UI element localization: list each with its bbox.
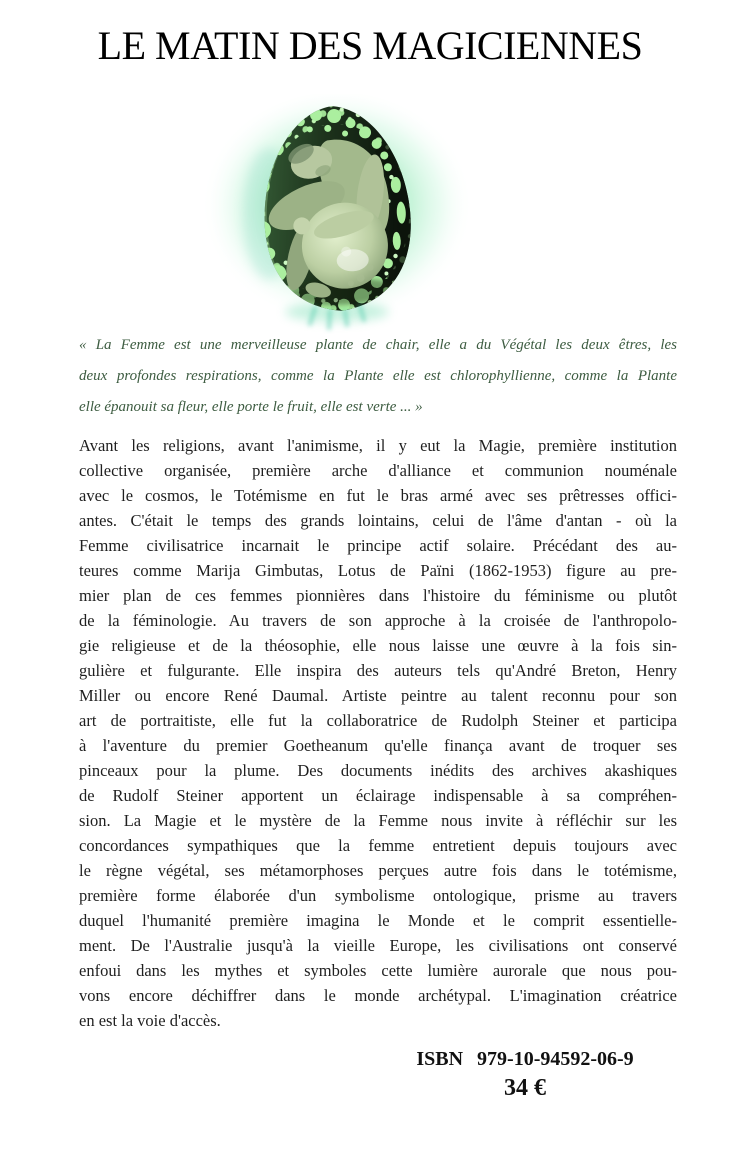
body-text-line: ment. De l'Australie jusqu'à la vieille Europe, les civilisations ont conservé bbox=[79, 936, 677, 955]
body-text-line: de la féminologie. Au travers de son approche à la croisée de l'anthropolo- bbox=[79, 611, 677, 630]
body-text-line: gie religieuse et de la théosophie, elle nous laisse une œuvre à la fois sin- bbox=[79, 636, 677, 655]
egg-illustration-area bbox=[0, 66, 740, 322]
isbn-label: ISBN bbox=[416, 1048, 464, 1070]
body-text-line: de Rudolf Steiner apportent un éclairage indispensable à sa compréhen- bbox=[79, 786, 677, 805]
body-text-line: en est la voie d'accès. bbox=[79, 1011, 221, 1030]
isbn-number: 979-10-94592-06-9 bbox=[477, 1048, 634, 1070]
body-text-line: teures comme Marija Gimbutas, Lotus de Païni (1862-1953) figure au pre- bbox=[79, 561, 677, 580]
body-text-line: enfoui dans les mythes et symboles cette lumière aurorale que nous pou- bbox=[79, 961, 677, 980]
book-back-cover bbox=[0, 23, 740, 1160]
body-text-line: duquel l'humanité première imagina le Monde et le comprit essentielle- bbox=[79, 911, 677, 930]
body-text-line: le règne végétal, ses métamorphoses perçues autre fois dans le totémisme, bbox=[79, 861, 677, 880]
quote-block-line: « La Femme est une merveilleuse plante de chair, elle a du Végétal les deux êtres, les bbox=[79, 337, 677, 353]
body-text-line: vons encore déchiffrer dans le monde archétypal. L'imagination créatrice bbox=[79, 986, 677, 1005]
body-text-line: collective organisée, première arche d'alliance et communion nouménale bbox=[79, 461, 677, 480]
quote-block bbox=[79, 322, 677, 423]
body-text-line: Miller ou encore René Daumal. Artiste peintre au talent reconnu pour son bbox=[79, 686, 677, 705]
body-text-line: art de portraitiste, elle fut la collaboratrice de Rudolph Steiner et participa bbox=[79, 711, 677, 730]
body-text-line: gulière et fulgurante. Elle inspira des auteurs tels qu'André Breton, Henry bbox=[79, 661, 677, 680]
body-text-line: avec le cosmos, le Totémisme en fut le bras armé avec ses prêtresses offici- bbox=[79, 486, 677, 505]
body-text-line: antes. C'était le temps des grands lointains, celui de l'âme d'antan - où la bbox=[79, 511, 677, 530]
body-text-line: pinceaux pour la plume. Des documents inédits des archives akashiques bbox=[79, 761, 677, 780]
body-text-line: sion. La Magie et le mystère de la Femme nous invite à réfléchir sur les bbox=[79, 811, 677, 830]
page-title: LE MATIN DES MAGICIENNES bbox=[97, 23, 643, 68]
body-text-line: Femme civilisatrice incarnait le principe actif solaire. Précédant des au- bbox=[79, 536, 677, 555]
isbn-line bbox=[375, 1047, 675, 1071]
quote-block-line: elle épanouit sa fleur, elle porte le fruit, elle est verte ... » bbox=[79, 399, 423, 415]
body-text-line: concordances sympathiques que la femme entretient depuis toujours avec bbox=[79, 836, 677, 855]
body-text-line: à l'aventure du premier Goetheanum qu'elle finança avant de troquer ses bbox=[79, 736, 677, 755]
body-text-line: première forme élaborée d'un symbolisme ontologique, prisme au travers bbox=[79, 886, 677, 905]
egg-fetus-illustration bbox=[197, 94, 477, 334]
body-text-line: mier plan de ces femmes pionnières dans l'histoire du féminisme ou plutôt bbox=[79, 586, 677, 605]
body-text-line: Avant les religions, avant l'animisme, il y eut la Magie, première institution bbox=[79, 436, 677, 455]
cover-text-column bbox=[79, 322, 677, 1033]
price: 34 € bbox=[504, 1075, 546, 1101]
body-text bbox=[79, 433, 677, 1033]
quote-block-line: deux profondes respirations, comme la Plante elle est chlorophyllienne, comme la Plante bbox=[79, 368, 677, 384]
footer bbox=[375, 1047, 675, 1101]
